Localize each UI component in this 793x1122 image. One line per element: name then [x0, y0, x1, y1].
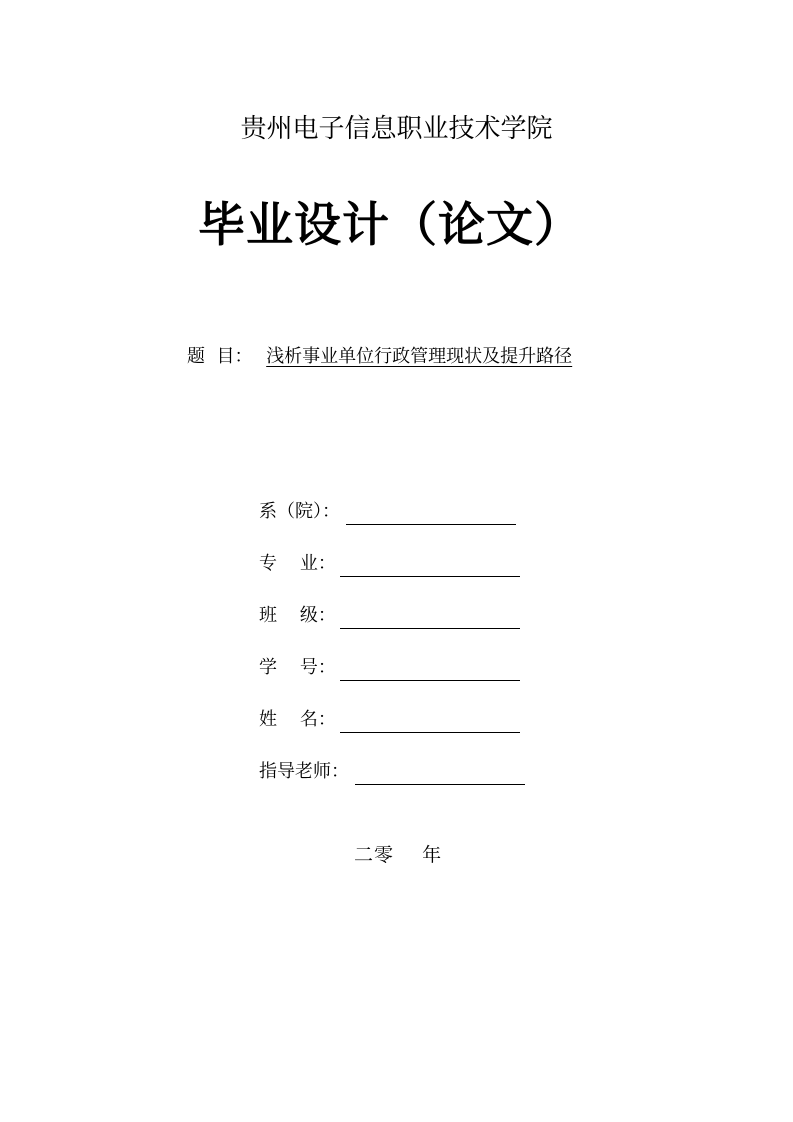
field-name-blank[interactable] [340, 712, 520, 733]
field-major [259, 551, 520, 577]
field-class-blank[interactable] [340, 608, 520, 629]
field-advisor-label: 指导老师： [259, 761, 349, 782]
field-class-label: 班 级： [259, 605, 336, 626]
field-student-id-label: 学 号： [259, 657, 336, 678]
date-line: 二零 年 [354, 844, 443, 866]
topic-row [187, 344, 572, 370]
field-major-blank[interactable] [340, 556, 520, 577]
field-student-id-blank[interactable] [340, 660, 520, 681]
field-name-label: 姓 名： [259, 709, 336, 730]
field-class [259, 603, 520, 629]
topic-label: 题 目： [187, 346, 253, 367]
field-major-label: 专 业： [259, 553, 336, 574]
field-department-label: 系（院）： [259, 501, 340, 522]
field-department [259, 499, 516, 525]
field-department-blank[interactable] [346, 504, 516, 525]
document-title: 毕业设计（论文） [198, 198, 582, 253]
field-advisor [259, 759, 525, 785]
field-advisor-blank[interactable] [355, 764, 525, 785]
field-student-id [259, 655, 520, 681]
field-name [259, 707, 520, 733]
institution-name: 贵州电子信息职业技术学院 [240, 114, 553, 144]
topic-value: 浅析事业单位行政管理现状及提升路径 [266, 346, 573, 367]
